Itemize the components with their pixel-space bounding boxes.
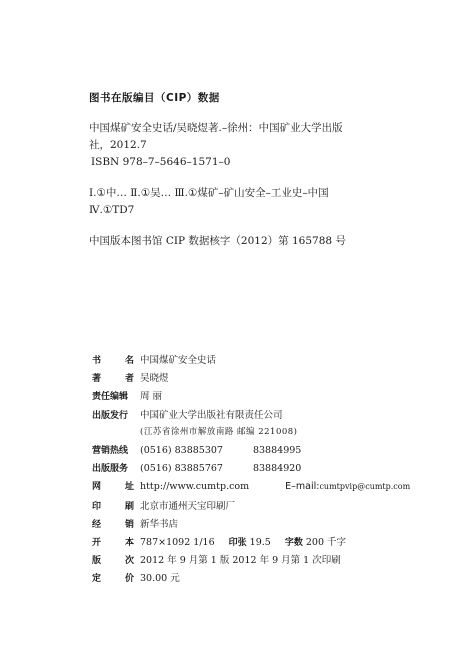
- value-editor: 周 丽: [140, 391, 163, 403]
- cip-line-title-author: 中国煤矿安全史话/吴晓煜著.–徐州：中国矿业大学出版: [89, 122, 343, 134]
- label-author: 著 者: [92, 374, 134, 385]
- cip-block: [89, 90, 419, 250]
- label-publisher: 出版发行: [92, 410, 129, 421]
- value-service-phone2: 83884920: [252, 463, 302, 475]
- label-sales-hotline: 营销热线: [92, 445, 129, 456]
- value-sales-phone2: 83884995: [252, 444, 302, 456]
- cip-record-number: 中国版本图书馆 CIP 数据核字（2012）第 165788 号: [89, 235, 346, 247]
- row-editor: [92, 388, 432, 406]
- value-sheets: 19.5: [249, 536, 271, 548]
- value-sales-phone1: (0516) 83885307: [140, 444, 223, 456]
- row-website: [92, 479, 432, 497]
- value-email[interactable]: cumtpvip@cumtp.com: [319, 482, 411, 492]
- publication-details: [92, 352, 432, 588]
- value-distributor: 新华书店: [140, 518, 179, 530]
- value-service-phone1: (0516) 83885767: [140, 463, 223, 475]
- row-author: [92, 370, 432, 388]
- label-format: 开 本: [92, 537, 134, 548]
- label-edition: 版 次: [92, 556, 134, 567]
- value-author: 吴晓煜: [140, 373, 169, 385]
- cip-title: 图书在版编目（CIP）数据: [89, 92, 220, 104]
- value-price: 30.00 元: [140, 573, 180, 585]
- row-format: [92, 534, 432, 552]
- row-book-name: [92, 352, 432, 370]
- label-sheets: 印张: [228, 537, 247, 548]
- value-words: 200 千字: [305, 536, 347, 548]
- label-price: 定 价: [92, 574, 134, 585]
- row-publish-service: [92, 461, 432, 479]
- value-address: (江苏省徐州市解放南路 邮编 221008): [140, 426, 298, 437]
- value-format-size: 787×1092 1/16: [140, 536, 215, 548]
- cip-line-publisher-date: 社，2012.7: [89, 139, 147, 151]
- label-publish-service: 出版服务: [92, 464, 129, 475]
- row-sales-hotline: [92, 443, 432, 461]
- label-editor: 责任编辑: [92, 392, 129, 403]
- value-printer: 北京市通州天宝印刷厂: [140, 500, 236, 512]
- row-distributor: [92, 516, 432, 534]
- row-address: [92, 425, 432, 443]
- value-edition: 2012 年 9 月第 1 版 2012 年 9 月第 1 次印刷: [140, 555, 341, 567]
- row-publisher: [92, 407, 432, 425]
- value-website-url[interactable]: http://www.cumtp.com: [140, 481, 250, 493]
- value-publisher: 中国矿业大学出版社有限责任公司: [140, 409, 283, 421]
- label-website: 网 址: [92, 482, 134, 493]
- cip-classification: Ⅰ.①中… Ⅱ.①吴… Ⅲ.①煤矿–矿山安全–工业史–中国: [89, 187, 329, 199]
- value-book-name: 中国煤矿安全史话: [140, 355, 217, 366]
- row-printer: [92, 498, 432, 516]
- cip-isbn: ISBN 978–7–5646–1571–0: [91, 156, 231, 168]
- cip-classification-iv: Ⅳ.①TD7: [89, 204, 135, 216]
- label-words: 字数: [284, 537, 303, 548]
- label-book-name: 书 名: [92, 356, 134, 366]
- label-email: E–mail:: [285, 481, 320, 493]
- row-edition: [92, 552, 432, 570]
- label-printer: 印 刷: [92, 501, 134, 512]
- row-price: [92, 570, 432, 588]
- label-distributor: 经 销: [92, 519, 134, 530]
